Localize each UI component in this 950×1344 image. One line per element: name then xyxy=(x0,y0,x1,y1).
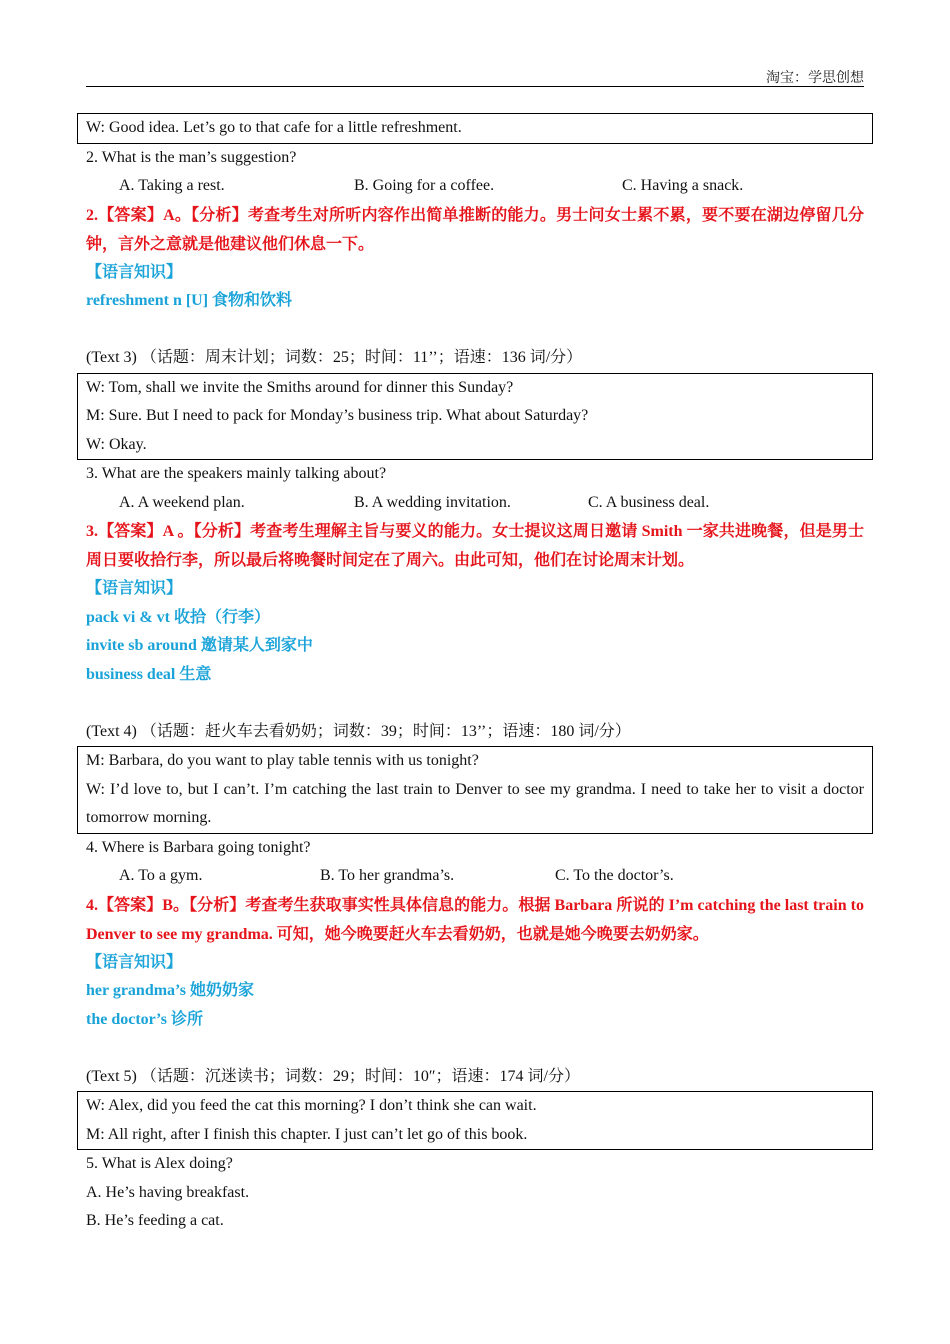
question-4: 4. Where is Barbara going tonight? xyxy=(86,838,311,856)
option-a: A. He’s having breakfast. xyxy=(86,1183,250,1201)
option-b: B. A wedding invitation. xyxy=(354,493,511,511)
answer-q4: 4.【答案】B。【分析】考查考生获取事实性具体信息的能力。根据 Barbara 所说的 I’m catching the last train to Denver to see my grandma. 可知，她今晚要赶火车去看奶奶，也就是她今晚要去奶奶家。 xyxy=(86,896,864,943)
answer-q2: 2.【答案】A。【分析】考查考生对所听内容作出简单推断的能力。男士问女士累不累，要不要在湖边停留几分钟，言外之意就是他建议他们休息一下。 xyxy=(86,206,864,253)
dialog-line: W: Okay. xyxy=(86,435,147,453)
header-divider xyxy=(86,86,864,87)
options-q2 xyxy=(86,172,864,201)
option-a: A. Taking a rest. xyxy=(119,177,225,194)
dialog-box-text5 xyxy=(77,1091,873,1150)
dialog-line: W: Tom, shall we invite the Smiths around for dinner this Sunday? xyxy=(86,378,514,396)
option-c: C. A business deal. xyxy=(588,493,710,511)
dialog-box-q2 xyxy=(77,113,873,144)
language-item: invite sb around 邀请某人到家中 xyxy=(86,637,313,654)
question-3: 3. What are the speakers mainly talking about? xyxy=(86,465,387,482)
option-a: A. A weekend plan. xyxy=(119,493,245,511)
question-5: 5. What is Alex doing? xyxy=(86,1155,233,1172)
question-2: 2. What is the man’s suggestion? xyxy=(86,148,297,166)
option-c: C. Having a snack. xyxy=(622,177,744,194)
language-knowledge-title: 【语言知识】 xyxy=(86,263,183,281)
page-content xyxy=(86,113,864,1236)
dialog-box-text3 xyxy=(77,373,873,461)
option-a: A. To a gym. xyxy=(119,867,203,884)
option-b: B. Going for a coffee. xyxy=(354,177,495,194)
dialog-line: M: Sure. But I need to pack for Monday’s business trip. What about Saturday? xyxy=(86,407,589,424)
text5-heading: (Text 5) （话题：沉迷读书；词数：29；时间：10″；语速：174 词/分） xyxy=(86,1067,580,1085)
option-b: B. He’s feeding a cat. xyxy=(86,1212,224,1229)
options-q3 xyxy=(86,489,864,518)
option-b: B. To her grandma’s. xyxy=(320,867,455,884)
dialog-line: W: Alex, did you feed the cat this morning? I don’t think she can wait. xyxy=(86,1097,537,1114)
header-shop-text: 淘宝：学思创想 xyxy=(766,71,864,86)
dialog-box-text4 xyxy=(77,746,873,834)
dialog-line: W: Good idea. Let’s go to that cafe for a little refreshment. xyxy=(86,119,462,136)
language-item: the doctor’s 诊所 xyxy=(86,1010,204,1028)
language-item: pack vi & vt 收拾（行李） xyxy=(86,608,271,626)
language-item: refreshment n [U] 食物和饮料 xyxy=(86,292,293,309)
option-c: C. To the doctor’s. xyxy=(555,867,674,884)
options-q4 xyxy=(86,862,864,891)
text3-heading: (Text 3) （话题：周末计划；词数：25；时间：11’’；语速：136 词/分） xyxy=(86,349,583,366)
language-knowledge-title: 【语言知识】 xyxy=(86,580,183,597)
answer-q3: 3.【答案】A 。【分析】考查考生理解主旨与要义的能力。女士提议这周日邀请 Smith 一家共进晚餐，但是男士周日要收拾行李，所以最后将晚餐时间定在了周六。由此可知，他们在讨论周末计划。 xyxy=(86,523,864,569)
language-item: business deal 生意 xyxy=(86,665,212,683)
dialog-line: M: Barbara, do you want to play table tennis with us tonight? xyxy=(86,752,479,769)
language-item: her grandma’s 她奶奶家 xyxy=(86,982,255,999)
dialog-line: M: All right, after I finish this chapter. I just can’t let go of this book. xyxy=(86,1125,528,1143)
language-knowledge-title: 【语言知识】 xyxy=(86,953,183,971)
text4-heading: (Text 4) （话题：赶火车去看奶奶；词数：39；时间：13’’；语速：180 词/分） xyxy=(86,722,631,740)
dialog-line: W: I’d love to, but I can’t. I’m catching the last train to Denver to see my grandma. I need to take her to visit a doctor tomorrow morning. xyxy=(86,780,864,826)
